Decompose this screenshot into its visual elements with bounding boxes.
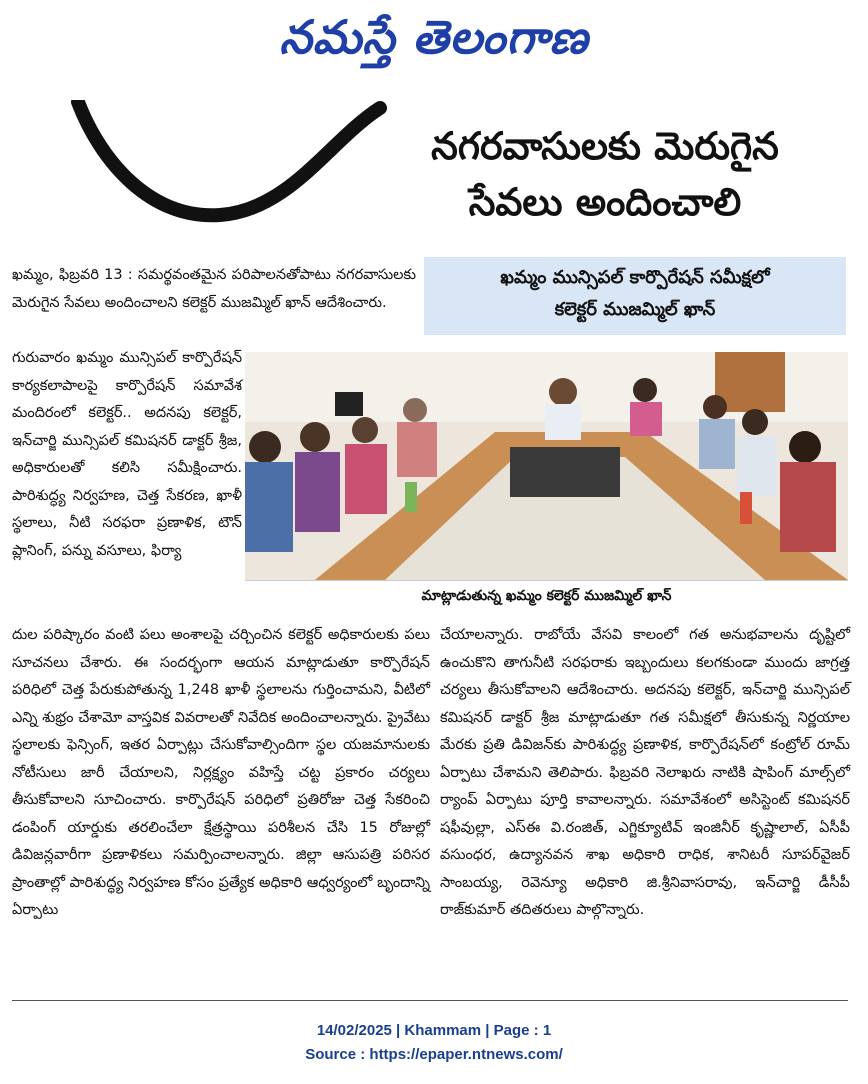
article-intro [12, 262, 416, 317]
masthead-divider [0, 72, 868, 74]
article-subheadline [424, 262, 846, 326]
subheadline-line-1: ఖమ్మం మున్సిపల్ కార్పొరేషన్ సమీక్షలో [500, 267, 770, 288]
footer-divider [12, 1000, 848, 1001]
meeting-photo [245, 352, 848, 580]
newspaper-masthead: నమస్తే తెలంగాణ [279, 10, 589, 64]
intro-paragraph: ఖమ్మం, ఫిబ్రవరి 13 : సమర్థవంతమైన పరిపాలనతోపాటు నగరవాసులకు మెరుగైన సేవలు అందించాలని కలెక్టర్ ముజమ్మిల్ ఖాన్ ఆదేశించారు. [12, 267, 416, 311]
headline-line-2: సేవలు అందించాలి [468, 180, 742, 224]
body-left-paragraph: దుల పరిష్కారం వంటి పలు అంశాలపై చర్చించిన కలెక్టర్ అధికారులకు పలు సూచనలు చేశారు. ఈ సందర్భంగా ఆయన మాట్లాడుతూ కార్పొరేషన్ పరిధిలో చెత్త పేరుకుపోతున్న 1,248 ఖాళీ స్థలాలను గుర్తించామని, వీటిలో ఎన్ని శుభ్రం చేశామో వాస్తవిక వివరాలతో నివేదిక అందించాలన్నారు. ప్రైవేటు స్థలాలకు ఫెన్సింగ్, ఇతర ఏర్పాట్లు చేసుకోవాల్సిందిగా స్థల యజమానులకు నోటీసులు జారీ చేయాలని, నిర్లక్ష్యం వహిస్తే చట్ట ప్రకారం చర్యలు తీసుకోవాలని సూచించారు. కార్పొరేషన్ పరిధిలో ప్రతిరోజు చెత్త సేకరించి డంపింగ్ యార్డుకు తరలించేలా క్షేత్రస్థాయి పరిశీలన చేసి 15 రోజుల్లో డివిజన్లవారీగా ప్రణాళికలు సమర్పించాలన్నారు. జిల్లా ఆసుపత్రి పరిసర ప్రాంతాల్లో పారిశుద్ధ్య నిర్వహణ కోసం ప్రత్యేక అధికారి ఆధ్వర్యంలో బృందాన్ని ఏర్పాటు [12, 627, 430, 918]
body-right-paragraph: చేయాలన్నారు. రాబోయే వేసవి కాలంలో గత అనుభవాలను దృష్టిలో ఉంచుకొని తాగునీటి సరఫరాకు ఇబ్బందులు కలగకుండా ముందు జాగ్రత్త చర్యలు తీసుకోవాలని ఆదేశించారు. అదనపు కలెక్టర్, ఇన్‌చార్జి మున్సిపల్ కమిషనర్ డాక్టర్ శ్రీజ మాట్లాడుతూ గత సమీక్షలో తీసుకున్న నిర్ణయాల మేరకు ప్రతి డివిజన్‌కు పారిశుద్ధ్య ప్రణాళిక, కార్పొరేషన్‌లో కంట్రోల్ రూమ్ ఏర్పాటు చేశామని తెలిపారు. ఫిబ్రవరి నెలాఖరు నాటికి షాపింగ్ మాల్స్‌లో ర్యాంప్ ఏర్పాటు పూర్తి కావాలన్నారు. సమావేశంలో అసిస్టెంట్ కమిషనర్ షఫీవుల్లా, ఎస్ఈ వి.రంజిత్, ఎగ్జిక్యూటివ్ ఇంజినీర్ కృష్ణాలాల్, ఏసీపీ వసుంధర, ఉద్యానవన శాఖ అధికారి రాధిక, శానిటరీ సూపర్‌వైజర్ సాంబయ్య, రెవెన్యూ అధికారి జి.శ్రీనివాసరావు, ఇన్‌చార్జి డీసీపీ రాజ్‌కుమార్ తదితరులు పాల్గొన్నారు. [440, 627, 850, 918]
body-narrow-paragraph: గురువారం ఖమ్మం మున్సిపల్ కార్పొరేషన్ కార్యకలాపాలపై కార్పొరేషన్ సమావేశ మందిరంలో కలెక్టర్.. అదనపు కలెక్టర్, ఇన్‌చార్జి మున్సిపల్ కమిషనర్ డాక్టర్ శ్రీజ, అధికారులతో కలిసి సమీక్షించారు. పారిశుద్ధ్య నిర్వహణ, చెత్త సేకరణ, ఖాళీ స్థలాలు, నీటి సరఫరా ప్రణాళిక, టౌన్ ప్లానింగ్, పన్ను వసూలు, ఫిర్యా [12, 350, 242, 559]
subheadline-line-2: కలెక్టర్ ముజమ్మిల్ ఖాన్ [554, 299, 716, 320]
article-headline [355, 118, 855, 230]
article-body-narrow-column [12, 345, 242, 565]
article-body-right-column [440, 622, 850, 925]
footer-date-edition: 14/02/2025 | Khammam | Page : 1 [316, 1022, 552, 1039]
article-body-left-column [12, 622, 430, 925]
footer-source: Source : https://epaper.ntnews.com/ [305, 1046, 563, 1063]
decorative-swoosh [60, 100, 390, 240]
headline-line-1: నగరవాసులకు మెరుగైన [431, 124, 779, 168]
photo-caption: మాట్లాడుతున్న ఖమ్మం కలెక్టర్ ముజమ్మిల్ ఖాన్ [245, 580, 848, 611]
